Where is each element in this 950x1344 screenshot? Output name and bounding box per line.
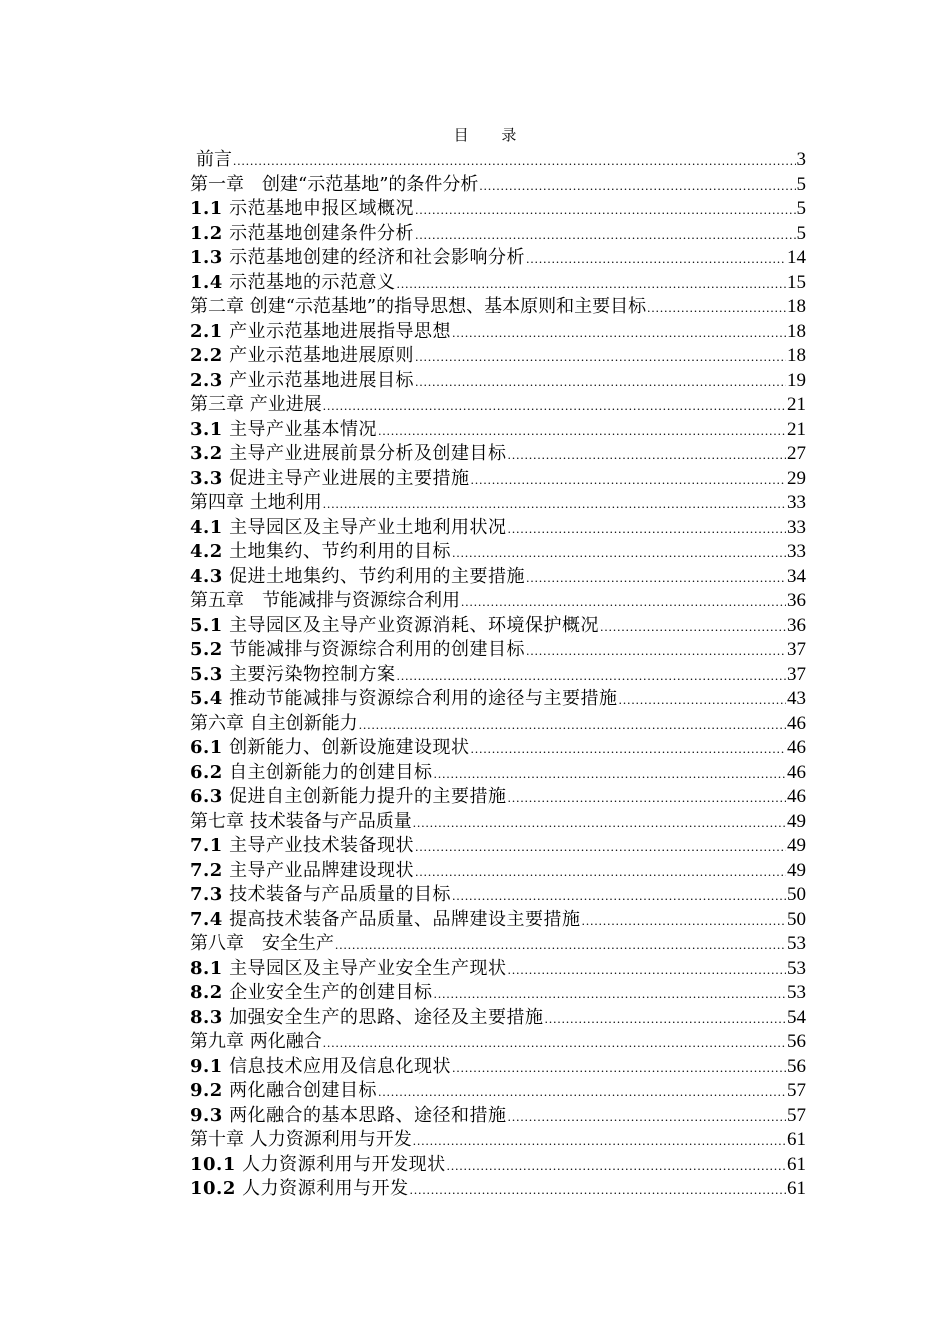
- toc-leader-dots: [413, 811, 786, 835]
- toc-page-number: 29: [787, 467, 806, 489]
- toc-entry-label: [190, 663, 396, 688]
- toc-entry-label: [190, 1079, 377, 1104]
- toc-entry-number: 7.2: [190, 859, 223, 881]
- toc-entry-label: [190, 320, 451, 345]
- toc-entry-label: [190, 491, 322, 516]
- toc-entry[interactable]: [190, 369, 806, 394]
- toc-entry[interactable]: [190, 834, 806, 859]
- toc-entry-number: 5.2: [190, 639, 223, 660]
- toc-entry[interactable]: [190, 344, 806, 369]
- toc-page-number: 49: [787, 810, 806, 832]
- toc-entry-text: 主导产业品牌建设现状: [229, 859, 415, 881]
- toc-entry[interactable]: [190, 589, 806, 614]
- toc-page-number: 46: [787, 786, 806, 807]
- toc-leader-dots: [415, 835, 786, 859]
- toc-entry-number: 1.3: [190, 247, 223, 268]
- toc-entry-label: [190, 810, 412, 835]
- toc-entry-label: [190, 859, 414, 884]
- toc-entry-text: 信息技术应用及信息化现状: [229, 1055, 452, 1077]
- toc-entry-text: 第六章 自主创新能力: [190, 712, 358, 734]
- toc-entry-label: [190, 1128, 412, 1153]
- toc-leader-dots: [471, 737, 786, 761]
- toc-title: 目 录: [453, 126, 531, 144]
- toc-leader-dots: [452, 884, 786, 908]
- toc-leader-dots: [415, 370, 786, 394]
- toc-entry-number: 2.1: [190, 320, 223, 342]
- toc-page-number: 53: [787, 933, 806, 954]
- toc-leader-dots: [323, 492, 786, 516]
- toc-entry-text: 第七章 技术装备与产品质量: [190, 810, 412, 832]
- toc-entry-label: [190, 687, 618, 712]
- toc-entry-label: [190, 197, 414, 222]
- toc-entry-number: 1.4: [190, 271, 223, 293]
- toc-entry-text: 创新能力、创新设施建设现状: [229, 737, 470, 758]
- toc-leader-dots: [323, 394, 786, 418]
- toc-page-number: 27: [787, 443, 806, 464]
- toc-entry-text: 技术装备与产品质量的目标: [229, 884, 452, 905]
- toc-entry-label: [190, 1055, 451, 1080]
- toc-entry[interactable]: [190, 908, 806, 933]
- toc-entry[interactable]: [190, 638, 806, 663]
- toc-page-number: 57: [787, 1080, 806, 1101]
- toc-entry[interactable]: [190, 320, 806, 345]
- toc-entry[interactable]: [190, 1128, 806, 1153]
- toc-entry[interactable]: [190, 565, 806, 590]
- toc-entry-text: 主导产业基本情况: [229, 418, 378, 440]
- toc-page-number: 33: [787, 516, 806, 538]
- toc-entry-label: [190, 344, 414, 369]
- toc-leader-dots: [582, 909, 786, 933]
- toc-page-number: 5: [796, 222, 806, 244]
- toc-entry-number: 6.2: [190, 761, 223, 783]
- toc-entry-label: [196, 148, 232, 173]
- toc-entry-number: 6.1: [190, 737, 223, 758]
- toc-entry-label: [190, 442, 507, 467]
- toc-entry-text: 示范基地创建的经济和社会影响分析: [229, 247, 526, 268]
- toc-page-number: 21: [787, 418, 806, 440]
- toc-entry-text: 自主创新能力的创建目标: [229, 761, 433, 783]
- toc-entry[interactable]: [190, 467, 806, 492]
- toc-page-number: 18: [787, 296, 806, 317]
- toc-leader-dots: [452, 1056, 786, 1080]
- toc-page-number: 54: [787, 1006, 806, 1028]
- toc-page-number: 5: [796, 198, 806, 219]
- toc-entry-label: [190, 736, 470, 761]
- toc-entry[interactable]: [190, 981, 806, 1006]
- toc-entry-label: [190, 246, 525, 271]
- toc-entry[interactable]: [190, 761, 806, 786]
- toc-page-number: 33: [787, 492, 806, 513]
- toc-page-number: 18: [787, 345, 806, 366]
- toc-entry-text: 主要污染物控制方案: [229, 663, 396, 685]
- toc-leader-dots: [378, 419, 786, 443]
- toc-leader-dots: [359, 713, 786, 737]
- toc-leader-dots: [526, 566, 786, 590]
- toc-entry-number: 3.2: [190, 443, 223, 464]
- toc-page-number: 19: [787, 369, 806, 391]
- toc-entry-text: 推动节能减排与资源综合利用的途径与主要措施: [229, 688, 618, 709]
- toc-entry-number: 10.1: [190, 1153, 236, 1175]
- toc-entry[interactable]: [190, 1153, 806, 1178]
- toc-entry-label: [190, 540, 451, 565]
- toc-entry-number: 3.1: [190, 418, 223, 440]
- toc-entry-label: [190, 589, 460, 614]
- toc-entry[interactable]: [190, 957, 806, 982]
- toc-leader-dots: [508, 443, 786, 467]
- toc-page-number: 3: [796, 149, 806, 170]
- toc-entry[interactable]: [190, 785, 806, 810]
- toc-entry-text: 第四章 土地利用: [190, 492, 322, 513]
- toc-entry[interactable]: [190, 614, 806, 639]
- toc-page-number: 53: [787, 982, 806, 1003]
- toc-entry-label: [190, 908, 581, 933]
- toc-page-number: 50: [787, 884, 806, 905]
- toc-entry[interactable]: [190, 295, 806, 320]
- toc-page-number: 36: [787, 614, 806, 636]
- toc-entry-number: 7.3: [190, 884, 223, 905]
- toc-entry[interactable]: [190, 810, 806, 835]
- toc-entry-number: 9.2: [190, 1080, 223, 1101]
- toc-entry-label: [190, 369, 414, 394]
- toc-entry-label: [190, 1177, 409, 1202]
- toc-page-number: 49: [787, 835, 806, 856]
- toc-page-number: 33: [787, 541, 806, 562]
- toc-entry-text: 第十章 人力资源利用与开发: [190, 1129, 412, 1150]
- toc-entry-number: 2.3: [190, 369, 223, 391]
- toc-entry-number: 9.1: [190, 1055, 223, 1077]
- toc-page-number: 57: [787, 1104, 806, 1126]
- toc-entry-number: 8.1: [190, 957, 223, 979]
- toc-entry-number: 10.2: [190, 1178, 236, 1199]
- toc-entry-text: 提高技术装备产品质量、品牌建设主要措施: [229, 908, 581, 930]
- toc-entry-text: 示范基地申报区域概况: [229, 198, 415, 219]
- toc-leader-dots: [397, 272, 786, 296]
- toc-leader-dots: [233, 149, 796, 173]
- toc-entry[interactable]: [190, 663, 806, 688]
- toc-page-number: 36: [787, 590, 806, 611]
- toc-entry-label: [190, 981, 433, 1006]
- toc-entry[interactable]: [190, 712, 806, 737]
- toc-entry[interactable]: [190, 197, 806, 222]
- toc-entry-label: [190, 1153, 446, 1178]
- toc-entry[interactable]: [190, 687, 806, 712]
- toc-leader-dots: [508, 958, 786, 982]
- toc-entry-label: [190, 173, 478, 198]
- toc-entry-text: 第九章 两化融合: [190, 1031, 322, 1052]
- toc-entry-number: 4.3: [190, 565, 223, 587]
- toc-page-number: 61: [787, 1129, 806, 1150]
- toc-entry[interactable]: [190, 516, 806, 541]
- toc-entry[interactable]: [190, 393, 806, 418]
- toc-entry-text: 前言: [196, 149, 232, 170]
- toc-entry[interactable]: [190, 442, 806, 467]
- toc-leader-dots: [461, 590, 786, 614]
- toc-leader-dots: [452, 321, 786, 345]
- toc-entry-label: [190, 295, 646, 320]
- toc-entry-number: 8.2: [190, 982, 223, 1003]
- toc-leader-dots: [508, 1105, 786, 1129]
- toc-entry[interactable]: [190, 540, 806, 565]
- toc-page-number: 56: [787, 1031, 806, 1052]
- toc-leader-dots: [434, 762, 786, 786]
- toc-entry-label: [190, 393, 322, 418]
- toc-entry-text: 产业示范基地进展目标: [229, 369, 415, 391]
- toc-entry-text: 人力资源利用与开发: [242, 1178, 409, 1199]
- toc-entry-label: [190, 638, 525, 663]
- toc-entry-text: 人力资源利用与开发现状: [242, 1153, 446, 1175]
- toc-page-number: 37: [787, 639, 806, 660]
- toc-entry[interactable]: [190, 1177, 806, 1202]
- toc-entry-label: [190, 883, 451, 908]
- toc-leader-dots: [600, 615, 786, 639]
- toc-entry-text: 企业安全生产的创建目标: [229, 982, 433, 1003]
- toc-entry[interactable]: [190, 1030, 806, 1055]
- toc-page-number: 46: [787, 761, 806, 783]
- toc-entry-label: [190, 932, 334, 957]
- toc-page-number: 5: [796, 173, 806, 195]
- toc-page-number: 46: [787, 712, 806, 734]
- toc-leader-dots: [447, 1154, 786, 1178]
- toc-entry-label: [190, 467, 470, 492]
- toc-leader-dots: [415, 860, 786, 884]
- toc-entry-text: 土地集约、节约利用的目标: [229, 541, 452, 562]
- toc-entry-label: [190, 761, 433, 786]
- toc-entry-number: 2.2: [190, 345, 223, 366]
- toc-entry-text: 促进自主创新能力提升的主要措施: [229, 786, 507, 807]
- toc-entry-number: 8.3: [190, 1006, 223, 1028]
- toc-entry[interactable]: [190, 148, 806, 173]
- toc-leader-dots: [545, 1007, 786, 1031]
- toc-entry[interactable]: [190, 736, 806, 761]
- toc-page-number: 53: [787, 957, 806, 979]
- toc-entry-number: 1.1: [190, 198, 223, 219]
- toc-entry-label: [190, 957, 507, 982]
- toc-leader-dots: [434, 982, 786, 1006]
- toc-leader-dots: [415, 198, 795, 222]
- toc-entry-number: 6.3: [190, 786, 223, 807]
- toc-page-number: 21: [787, 394, 806, 415]
- toc-entry-label: [190, 565, 525, 590]
- toc-entry-label: [190, 1104, 507, 1129]
- toc-entry[interactable]: [190, 491, 806, 516]
- toc-entry-text: 加强安全生产的思路、途径及主要措施: [229, 1006, 544, 1028]
- toc-page-number: 18: [787, 320, 806, 342]
- toc-entry[interactable]: [190, 271, 806, 296]
- toc-page-number: 61: [787, 1153, 806, 1175]
- toc-entry-text: 主导园区及主导产业土地利用状况: [229, 516, 507, 538]
- toc-page-number: 56: [787, 1055, 806, 1077]
- toc-entry-label: [190, 1030, 322, 1055]
- toc-entry[interactable]: [190, 1104, 806, 1129]
- toc-entry-number: 7.4: [190, 908, 223, 930]
- toc-entry-text: 两化融合创建目标: [229, 1080, 378, 1101]
- toc-entry-text: 促进主导产业进展的主要措施: [229, 467, 470, 489]
- toc-page-number: 46: [787, 737, 806, 758]
- toc-entry-text: 主导产业技术装备现状: [229, 835, 415, 856]
- toc-entry[interactable]: [190, 1079, 806, 1104]
- toc-entry-label: [190, 834, 414, 859]
- toc-entry-number: 3.3: [190, 467, 223, 489]
- toc-leader-dots: [378, 1080, 786, 1104]
- toc-leader-dots: [415, 223, 795, 247]
- toc-leader-dots: [526, 247, 786, 271]
- toc-entry-label: [190, 785, 507, 810]
- toc-entry-text: 第八章 安全生产: [190, 933, 334, 954]
- toc-entry-text: 产业示范基地进展指导思想: [229, 320, 452, 342]
- toc-entry[interactable]: [190, 883, 806, 908]
- toc-leader-dots: [647, 296, 786, 320]
- toc-page-number: 15: [787, 271, 806, 293]
- toc-page-number: 49: [787, 859, 806, 881]
- toc-leader-dots: [471, 468, 786, 492]
- toc-entry-text: 主导园区及主导产业安全生产现状: [229, 957, 507, 979]
- toc-entry[interactable]: [190, 859, 806, 884]
- toc-entry-number: 1.2: [190, 222, 223, 244]
- toc-leader-dots: [619, 688, 786, 712]
- toc-entry-text: 两化融合的基本思路、途径和措施: [229, 1104, 507, 1126]
- toc-entry-number: 5.1: [190, 614, 223, 636]
- toc-entry-text: 主导园区及主导产业资源消耗、环境保护概况: [229, 614, 600, 636]
- toc-leader-dots: [413, 1129, 786, 1153]
- toc-entry-text: 第三章 产业进展: [190, 394, 322, 415]
- toc-entry-text: 促进土地集约、节约利用的主要措施: [229, 565, 526, 587]
- toc-leader-dots: [410, 1178, 786, 1202]
- toc-entry-number: 5.4: [190, 688, 223, 709]
- toc-leader-dots: [479, 174, 795, 198]
- toc-entry[interactable]: [190, 1006, 806, 1031]
- toc-page-number: 61: [787, 1178, 806, 1199]
- toc-entry[interactable]: [190, 1055, 806, 1080]
- toc-page-number: 43: [787, 688, 806, 709]
- toc-entry-text: 第五章 节能减排与资源综合利用: [190, 590, 460, 611]
- toc-entry-number: 5.3: [190, 663, 223, 685]
- toc-entry-text: 示范基地的示范意义: [229, 271, 396, 293]
- toc-page-number: 50: [787, 908, 806, 930]
- toc-entry-number: 4.1: [190, 516, 223, 538]
- toc-entry-label: [190, 712, 358, 737]
- toc-page-number: 34: [787, 565, 806, 587]
- toc-entry[interactable]: [190, 246, 806, 271]
- toc-entry-label: [190, 614, 599, 639]
- toc-entry-text: 节能减排与资源综合利用的创建目标: [229, 639, 526, 660]
- toc-entry-label: [190, 1006, 544, 1031]
- toc-entry-text: 第二章 创建“示范基地”的指导思想、基本原则和主要目标: [190, 296, 647, 317]
- toc-entry-number: 7.1: [190, 835, 223, 856]
- toc-entry-label: [190, 418, 377, 443]
- toc-leader-dots: [335, 933, 786, 957]
- toc-entry[interactable]: [190, 418, 806, 443]
- toc-entry[interactable]: [190, 222, 806, 247]
- toc-leader-dots: [323, 1031, 786, 1055]
- toc-entry[interactable]: [190, 173, 806, 198]
- toc-leader-dots: [397, 664, 786, 688]
- toc-leader-dots: [415, 345, 786, 369]
- toc-entry-number: 4.2: [190, 541, 223, 562]
- toc-entry-text: 主导产业进展前景分析及创建目标: [229, 443, 507, 464]
- toc-page-number: 14: [787, 247, 806, 268]
- toc-entry-number: 9.3: [190, 1104, 223, 1126]
- toc-entry-text: 产业示范基地进展原则: [229, 345, 415, 366]
- toc-entry-text: 第一章 创建“示范基地”的条件分析: [190, 173, 479, 195]
- toc-leader-dots: [452, 541, 786, 565]
- toc-leader-dots: [508, 517, 786, 541]
- toc-page-number: 37: [787, 663, 806, 685]
- table-of-contents: [190, 148, 806, 1202]
- toc-entry-label: [190, 222, 414, 247]
- toc-leader-dots: [508, 786, 786, 810]
- toc-entry[interactable]: [190, 932, 806, 957]
- toc-entry-label: [190, 516, 507, 541]
- toc-entry-label: [190, 271, 396, 296]
- toc-leader-dots: [526, 639, 786, 663]
- toc-entry-text: 示范基地创建条件分析: [229, 222, 415, 244]
